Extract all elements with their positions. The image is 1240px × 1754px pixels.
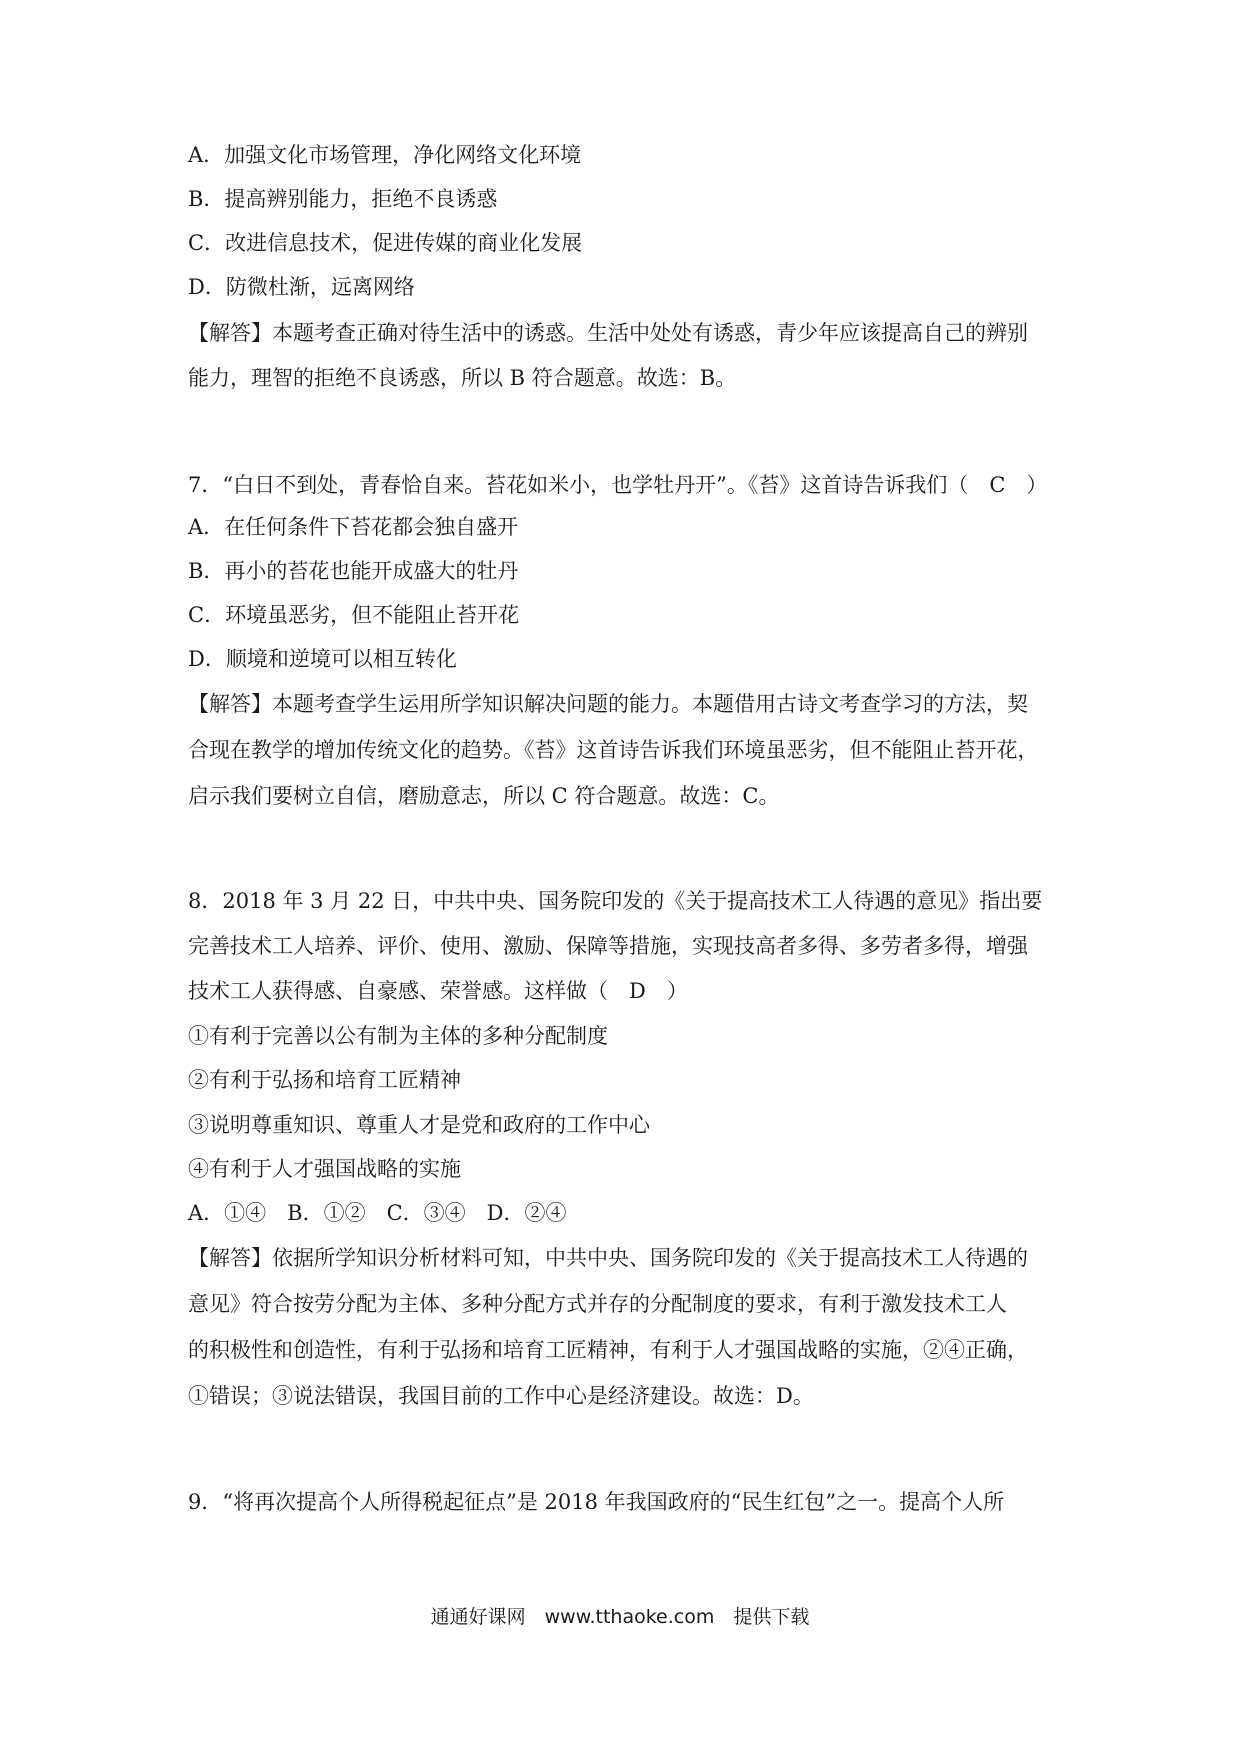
q6-option-d: D．防微杜渐，远离网络 (188, 275, 415, 299)
page-footer: 通通好课网 www.tthaoke.com 提供下载 (430, 1606, 810, 1628)
q8-options: A．①④ B．①② C．③④ D．②④ (188, 1201, 567, 1225)
q7-answer-line-3: 启示我们要树立自信，磨励意志，所以 C 符合题意。故选：C。 (188, 784, 780, 808)
q8-answer-line-3: 的积极性和创造性，有利于弘扬和培育工匠精神，有利于人才强国战略的实施，②④正确， (188, 1338, 1028, 1362)
q8-statement-1: ①有利于完善以公有制为主体的多种分配制度 (188, 1024, 608, 1048)
q6-option-c: C．改进信息技术，促进传媒的商业化发展 (188, 231, 583, 255)
q7-answer-line-1: 【解答】本题考查学生运用所学知识解决问题的能力。本题借用古诗文考查学习的方法，契 (188, 692, 1028, 716)
q6-answer-line-2: 能力，理智的拒绝不良诱惑，所以 B 符合题意。故选：B。 (188, 366, 737, 390)
q9-stem-line-1: 9．“将再次提高个人所得税起征点”是 2018 年我国政府的“民生红包”之一。提高个人所 (188, 1490, 1005, 1514)
q6-answer-line-1: 【解答】本题考查正确对待生活中的诱惑。生活中处处有诱惑，青少年应该提高自己的辨别 (188, 321, 1028, 345)
q8-stem-line-2: 完善技术工人培养、评价、使用、激励、保障等措施，实现技高者多得、多劳者多得，增强 (188, 934, 1028, 958)
q6-option-b: B．提高辨别能力，拒绝不良诱惑 (188, 187, 498, 211)
q7-option-b: B．再小的苔花也能开成盛大的牡丹 (188, 559, 519, 583)
q7-option-d: D．顺境和逆境可以相互转化 (188, 647, 457, 671)
q8-answer-line-4: ①错误；③说法错误，我国目前的工作中心是经济建设。故选：D。 (188, 1384, 814, 1408)
q8-statement-3: ③说明尊重知识、尊重人才是党和政府的工作中心 (188, 1113, 650, 1137)
q8-stem-line-1: 8．2018 年 3 月 22 日，中共中央、国务院印发的《关于提高技术工人待遇的意见》指出要 (188, 889, 1043, 913)
q7-option-c: C．环境虽恶劣，但不能阻止苔开花 (188, 603, 520, 627)
q8-stem-line-3: 技术工人获得感、自豪感、荣誉感。这样做（ D ） (188, 979, 688, 1003)
q7-option-a: A．在任何条件下苔花都会独自盛开 (188, 515, 519, 539)
q8-answer-line-1: 【解答】依据所学知识分析材料可知，中共中央、国务院印发的《关于提高技术工人待遇的 (188, 1246, 1028, 1270)
q8-statement-2: ②有利于弘扬和培育工匠精神 (188, 1068, 461, 1092)
q7-answer-line-2: 合现在教学的增加传统文化的趋势。《苔》这首诗告诉我们环境虽恶劣，但不能阻止苔开花， (188, 738, 1039, 762)
q8-statement-4: ④有利于人才强国战略的实施 (188, 1157, 461, 1181)
q6-option-a: A．加强文化市场管理，净化网络文化环境 (188, 143, 582, 167)
q7-stem: 7．“白日不到处，青春恰自来。苔花如米小，也学牡丹开”。《苔》这首诗告诉我们（ C ） (188, 473, 1048, 497)
q8-answer-line-2: 意见》符合按劳分配为主体、多种分配方式并存的分配制度的要求，有利于激发技术工人 (188, 1292, 1007, 1316)
